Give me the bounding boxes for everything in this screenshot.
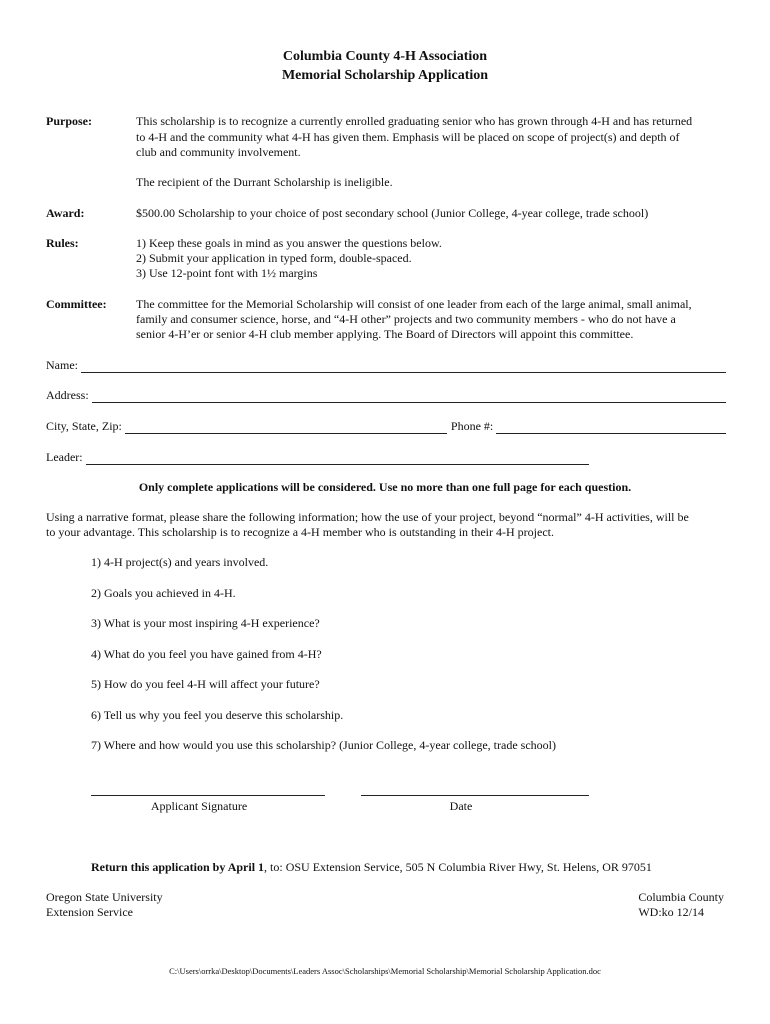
footer-revision: WD:ko 12/14: [638, 905, 704, 919]
city-state-zip-input-line[interactable]: [125, 422, 447, 434]
address-field[interactable]: [46, 388, 726, 403]
return-deadline: Return this application by April 1: [91, 860, 265, 874]
committee-line-1: The committee for the Memorial Scholarship will consist of one leader from each of the large animal, small animal,: [136, 297, 692, 311]
phone-label: Phone #:: [450, 419, 494, 433]
document-subtitle: Memorial Scholarship Application: [281, 68, 489, 83]
applicant-signature-line[interactable]: [91, 795, 325, 796]
rule-item-2: 2) Submit your application in typed form, double-spaced.: [136, 251, 412, 265]
question-1: 1) 4-H project(s) and years involved.: [91, 555, 269, 569]
committee-line-3: senior 4-H’er or senior 4-H club member applying. The Board of Directors will appoint this committee.: [136, 327, 634, 341]
return-address: , to: OSU Extension Service, 505 N Columbia River Hwy, St. Helens, OR 97051: [264, 860, 652, 874]
file-path: C:\Users\orrka\Desktop\Documents\Leaders Assoc\Scholarships\Memorial Scholarship\Memorial Scholarship Application.doc: [169, 966, 601, 976]
question-6: 6) Tell us why you feel you deserve this scholarship.: [91, 708, 344, 722]
footer-org-line-2: Extension Service: [46, 905, 133, 919]
purpose-line-2: to 4-H and the community what 4-H has given them. Emphasis will be placed on scope of project(s) and depth of: [136, 130, 680, 144]
leader-label: Leader:: [46, 450, 83, 464]
name-label: Name:: [46, 358, 78, 372]
date-line[interactable]: [361, 795, 589, 796]
notice: Only complete applications will be considered. Use no more than one full page for each question.: [138, 480, 632, 494]
instructions-line-1: Using a narrative format, please share the following information; how the use of your project, beyond “normal” 4-H activities, will be: [46, 510, 689, 524]
award-label: Award:: [46, 206, 85, 220]
purpose-line-1: This scholarship is to recognize a currently enrolled graduating senior who has grown through 4-H and has returned: [136, 114, 693, 128]
return-instructions: [91, 860, 741, 875]
instructions-line-2: to your advantage. This scholarship is to recognize a 4-H member who is outstanding in their 4-H project.: [46, 525, 554, 539]
award-text: $500.00 Scholarship to your choice of post secondary school (Junior College, 4-year college, trade school): [136, 206, 649, 220]
rule-item-3: 3) Use 12-point font with 1½ margins: [136, 266, 318, 280]
purpose-line-3: club and community involvement.: [136, 145, 301, 159]
phone-input-line[interactable]: [496, 422, 726, 434]
rule-item-1: 1) Keep these goals in mind as you answer the questions below.: [136, 236, 442, 250]
rules-label: Rules:: [46, 236, 79, 250]
purpose-note: The recipient of the Durrant Scholarship is ineligible.: [136, 175, 393, 189]
question-4: 4) What do you feel you have gained from 4-H?: [91, 647, 322, 661]
footer-org-line-1: Oregon State University: [46, 890, 163, 904]
purpose-label: Purpose:: [46, 114, 92, 128]
date-label: Date: [449, 799, 473, 813]
question-7: 7) Where and how would you use this scholarship? (Junior College, 4-year college, trade school): [91, 738, 556, 752]
question-3: 3) What is your most inspiring 4-H experience?: [91, 616, 320, 630]
city-state-zip-label: City, State, Zip:: [46, 419, 122, 433]
name-input-line[interactable]: [81, 361, 726, 373]
city-state-zip-field[interactable]: [46, 419, 726, 434]
question-2: 2) Goals you achieved in 4-H.: [91, 586, 236, 600]
committee-label: Committee:: [46, 297, 107, 311]
footer-county: Columbia County: [638, 890, 724, 904]
applicant-signature-label: Applicant Signature: [150, 799, 248, 813]
leader-field[interactable]: [46, 450, 589, 465]
question-5: 5) How do you feel 4-H will affect your future?: [91, 677, 320, 691]
document-title: Columbia County 4-H Association: [282, 49, 488, 64]
committee-line-2: family and consumer science, horse, and “4-H other” projects and two community members - who do not have a: [136, 312, 676, 326]
name-field[interactable]: [46, 358, 726, 373]
address-label: Address:: [46, 388, 89, 402]
address-input-line[interactable]: [92, 391, 726, 403]
leader-input-line[interactable]: [86, 453, 589, 465]
